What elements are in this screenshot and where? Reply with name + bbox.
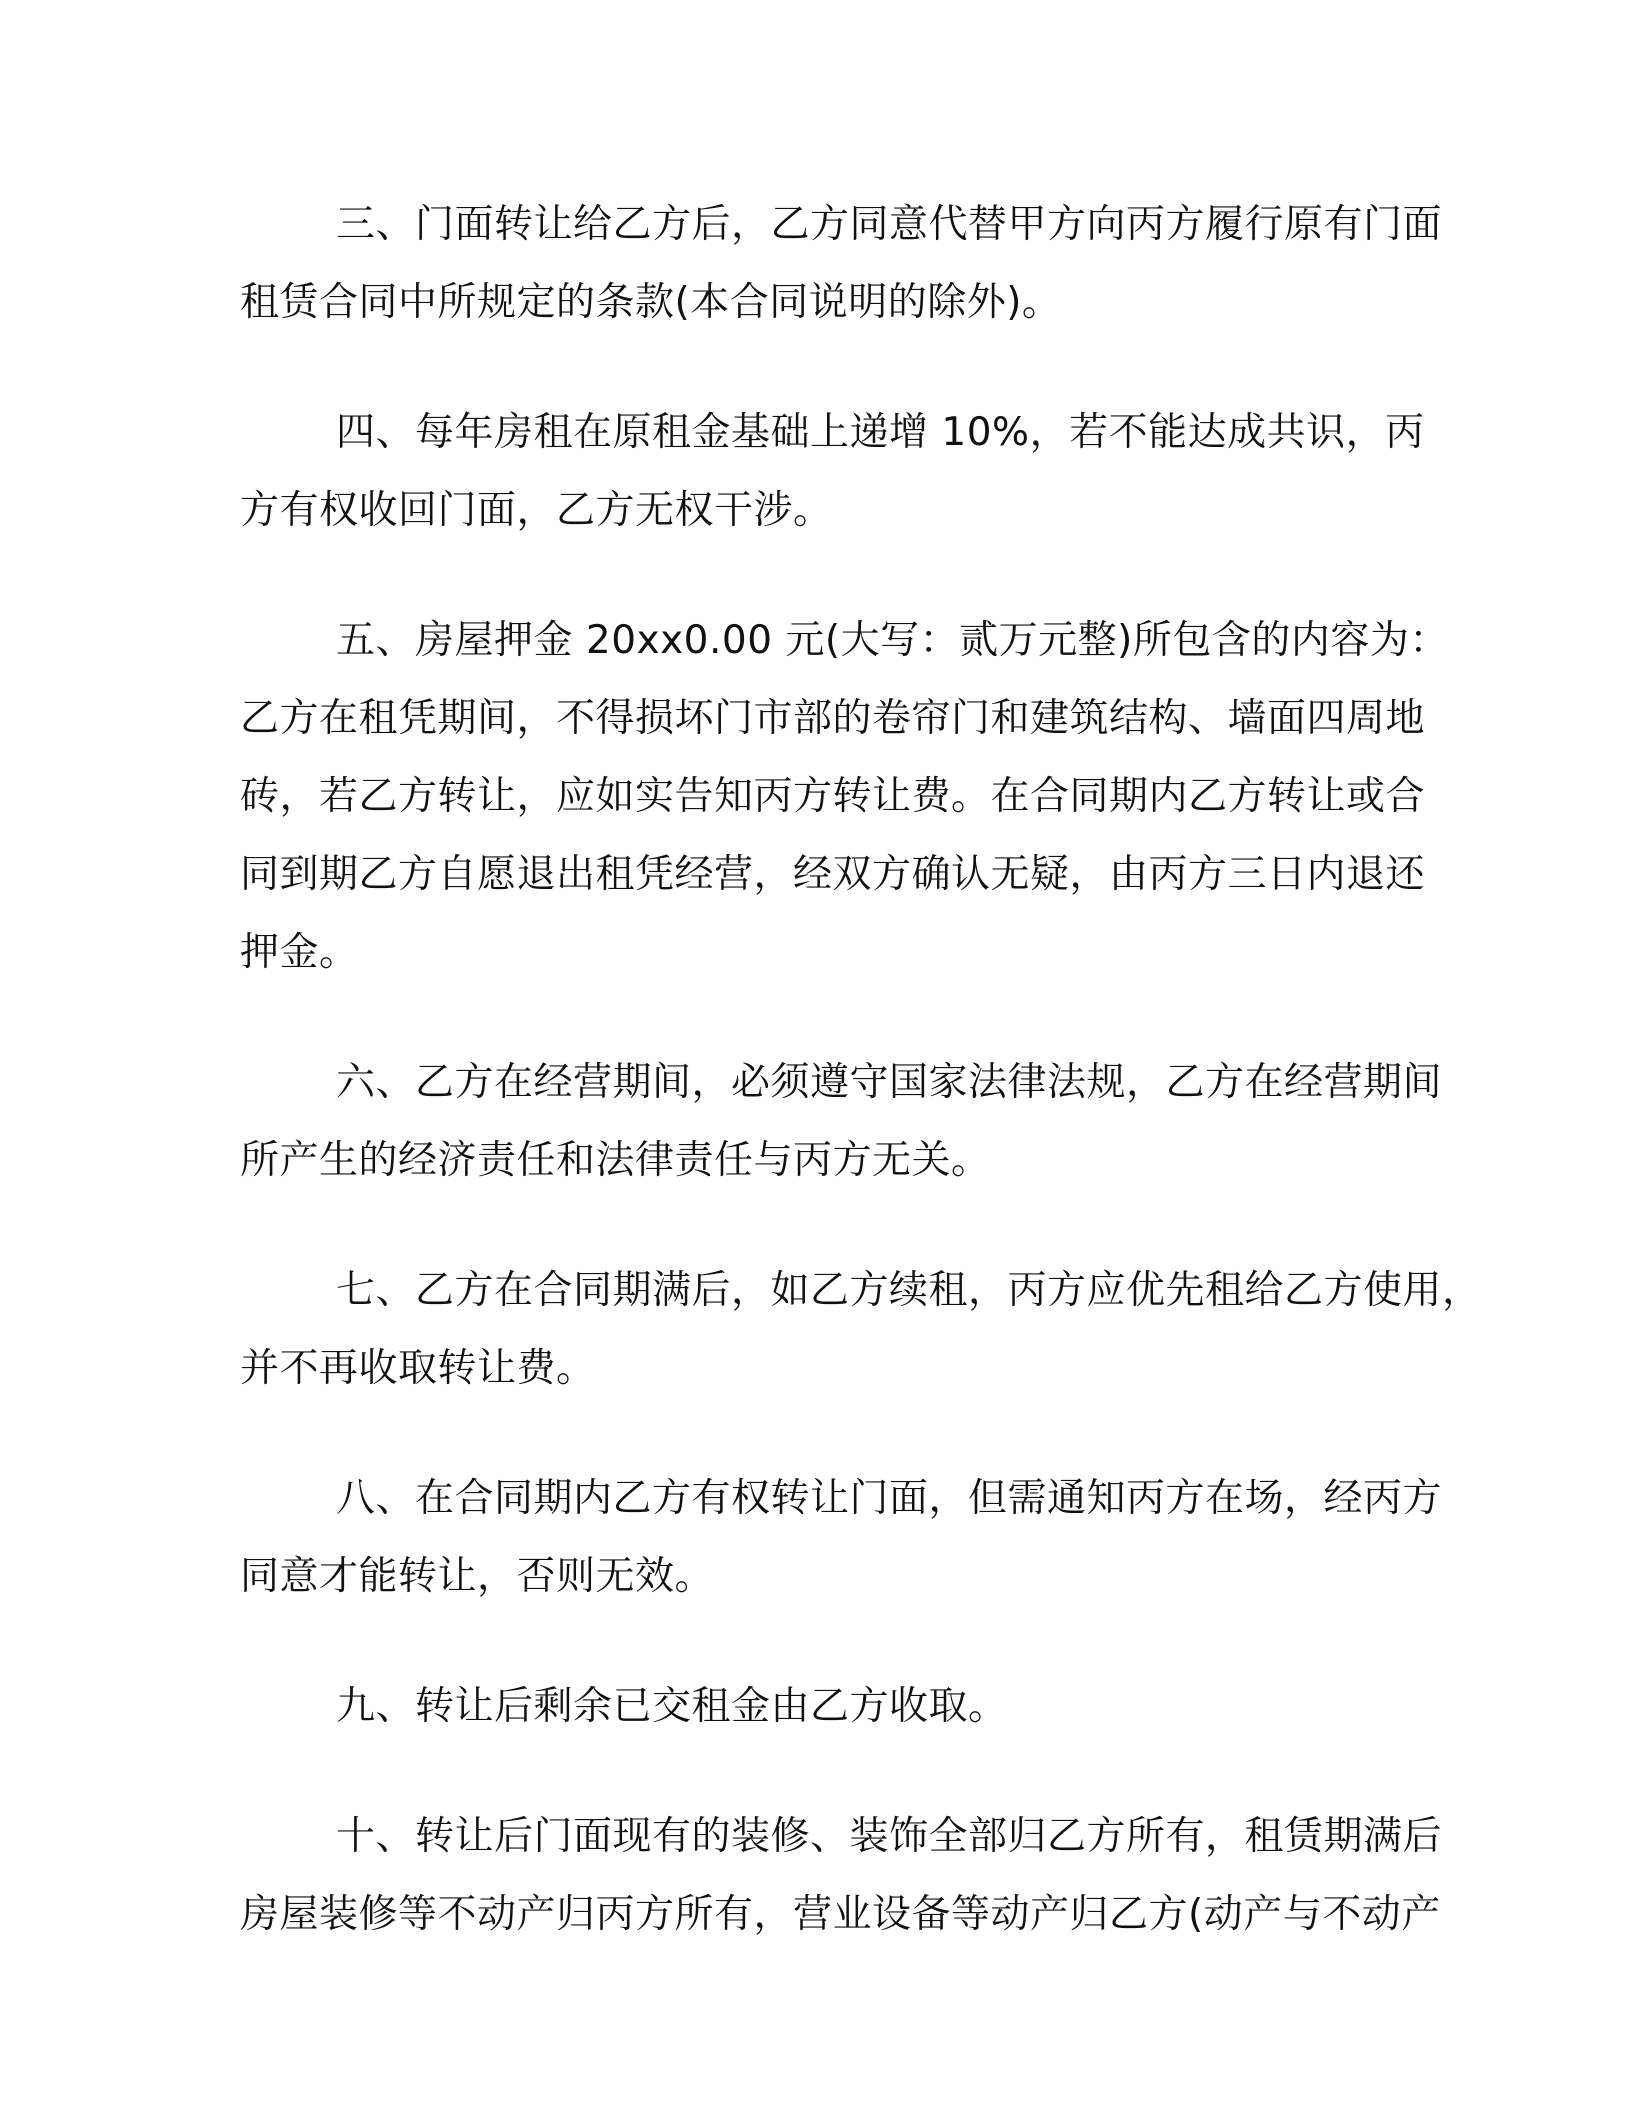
clause-7-line-2: 并不再收取转让费。 [240, 1346, 596, 1391]
clause-5 [240, 602, 1449, 992]
clause-3-line-1: 三、门面转让给乙方后，乙方同意代替甲方向丙方履行原有门面 [336, 202, 1443, 247]
clause-5-line-4: 同到期乙方自愿退出租凭经营，经双方确认无疑，由丙方三日内退还 [240, 852, 1426, 897]
clause-4-line-1: 四、每年房租在原租金基础上递增 10%，若不能达成共识，丙 [336, 410, 1425, 455]
clause-5-line-5: 押金。 [240, 930, 359, 975]
document-body [240, 186, 1482, 2006]
clause-5-line-3: 砖，若乙方转让，应如实告知丙方转让费。在合同期内乙方转让或合 [240, 774, 1426, 819]
clause-10 [240, 1798, 1443, 1954]
clause-10-line-2: 房屋装修等不动产归丙方所有，营业设备等动产归乙方(动产与不动产 [240, 1892, 1441, 1937]
clause-5-line-1: 五、房屋押金 20xx0.00 元(大写：贰万元整)所包含的内容为： [336, 618, 1449, 663]
clause-8-line-1: 八、在合同期内乙方有权转让门面，但需通知丙方在场，经丙方 [336, 1476, 1443, 1521]
clause-5-line-2: 乙方在租凭期间，不得损坏门市部的卷帘门和建筑结构、墙面四周地 [240, 696, 1426, 741]
clause-4-line-2: 方有权收回门面，乙方无权干涉。 [240, 488, 833, 533]
clause-8 [240, 1460, 1443, 1616]
clause-8-line-2: 同意才能转让，否则无效。 [240, 1554, 715, 1599]
clause-7 [240, 1252, 1482, 1408]
clause-6 [240, 1044, 1443, 1200]
clause-9-line-1: 九、转让后剩余已交租金由乙方收取。 [336, 1684, 1008, 1729]
clause-7-line-1: 七、乙方在合同期满后，如乙方续租，丙方应优先租给乙方使用， [336, 1268, 1482, 1313]
clause-6-line-1: 六、乙方在经营期间，必须遵守国家法律法规，乙方在经营期间 [336, 1060, 1443, 1105]
clause-3 [240, 186, 1443, 342]
clause-9 [240, 1668, 1410, 1746]
clause-6-line-2: 所产生的经济责任和法律责任与丙方无关。 [240, 1138, 991, 1183]
clause-4 [240, 394, 1425, 550]
clause-3-line-2: 租赁合同中所规定的条款(本合同说明的除外)。 [240, 280, 1062, 325]
clause-10-line-1: 十、转让后门面现有的装修、装饰全部归乙方所有，租赁期满后 [336, 1814, 1443, 1859]
